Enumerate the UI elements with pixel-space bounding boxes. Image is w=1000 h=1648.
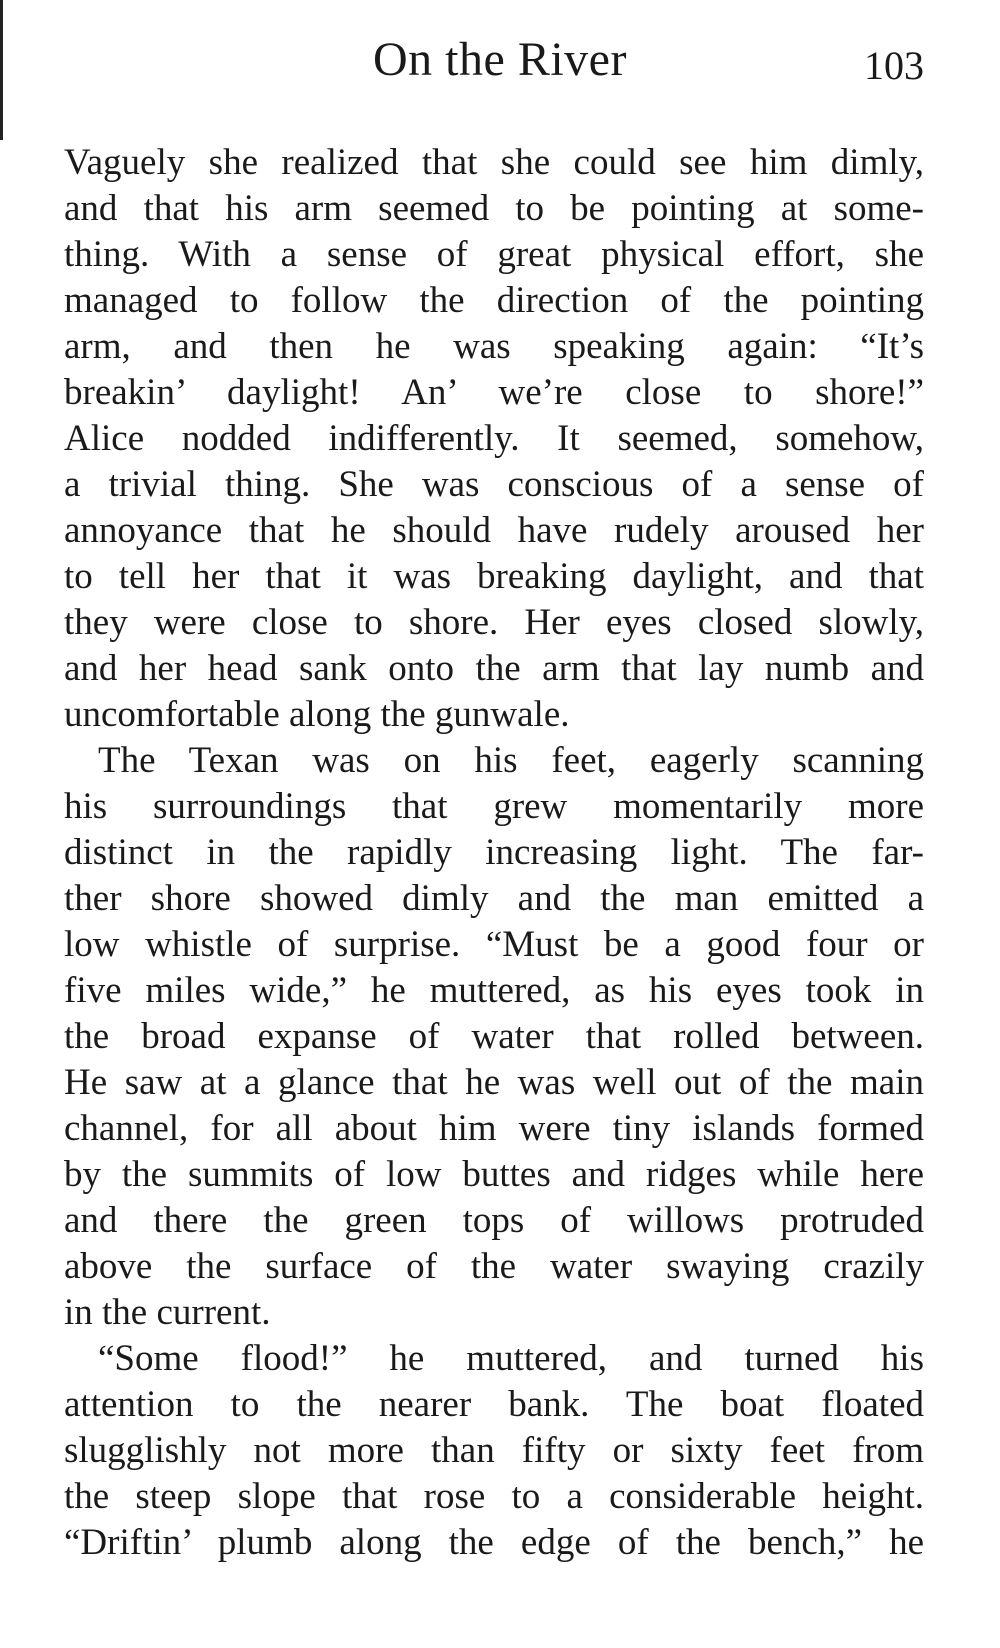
page-number: 103	[864, 43, 924, 88]
text-line: arm, and then he was speaking again: “It’s	[64, 326, 924, 367]
text-line: ther shore showed dimly and the man emitted a	[64, 878, 924, 919]
text-line: He saw at a glance that he was well out of the main	[64, 1062, 924, 1103]
text-line: five miles wide,” he muttered, as his eyes took in	[64, 970, 924, 1011]
text-line: distinct in the rapidly increasing light. The far-	[64, 832, 924, 873]
text-line: a trivial thing. She was conscious of a sense of	[64, 464, 924, 505]
text-line: Vaguely she realized that she could see him dimly,	[64, 142, 924, 183]
text-line: attention to the nearer bank. The boat floated	[64, 1384, 924, 1425]
text-line: uncomfortable along the gunwale.	[64, 694, 570, 735]
text-line: by the summits of low buttes and ridges while here	[64, 1154, 924, 1195]
text-line: and that his arm seemed to be pointing at some-	[64, 188, 924, 229]
text-line: “Some flood!” he muttered, and turned his	[98, 1338, 924, 1379]
running-head	[0, 28, 1000, 98]
text-line: and her head sank onto the arm that lay numb and	[64, 648, 924, 689]
text-line: they were close to shore. Her eyes closed slowly,	[64, 602, 924, 643]
text-line: and there the green tops of willows protruded	[64, 1200, 924, 1241]
text-line: in the current.	[64, 1292, 271, 1333]
text-line: managed to follow the direction of the pointing	[64, 280, 924, 321]
text-line: slugglishly not more than fifty or sixty feet from	[64, 1430, 924, 1471]
text-line: thing. With a sense of great physical effort, she	[64, 234, 924, 275]
body-text	[64, 140, 924, 1566]
text-line: his surroundings that grew momentarily more	[64, 786, 924, 827]
text-line: low whistle of surprise. “Must be a good four or	[64, 924, 924, 965]
text-line: breakin’ daylight! An’ we’re close to shore!”	[64, 372, 924, 413]
text-line: channel, for all about him were tiny islands formed	[64, 1108, 924, 1149]
text-line: above the surface of the water swaying crazily	[64, 1246, 924, 1287]
text-line: the steep slope that rose to a considerable height.	[64, 1476, 924, 1517]
running-title: On the River	[373, 33, 627, 86]
text-line: Alice nodded indifferently. It seemed, somehow,	[64, 418, 924, 459]
text-line: to tell her that it was breaking daylight, and that	[64, 556, 924, 597]
text-line: “Driftin’ plumb along the edge of the bench,” he	[64, 1522, 924, 1563]
text-line: The Texan was on his feet, eagerly scanning	[98, 740, 924, 781]
text-line: annoyance that he should have rudely aroused her	[64, 510, 924, 551]
text-line: the broad expanse of water that rolled between.	[64, 1016, 924, 1057]
